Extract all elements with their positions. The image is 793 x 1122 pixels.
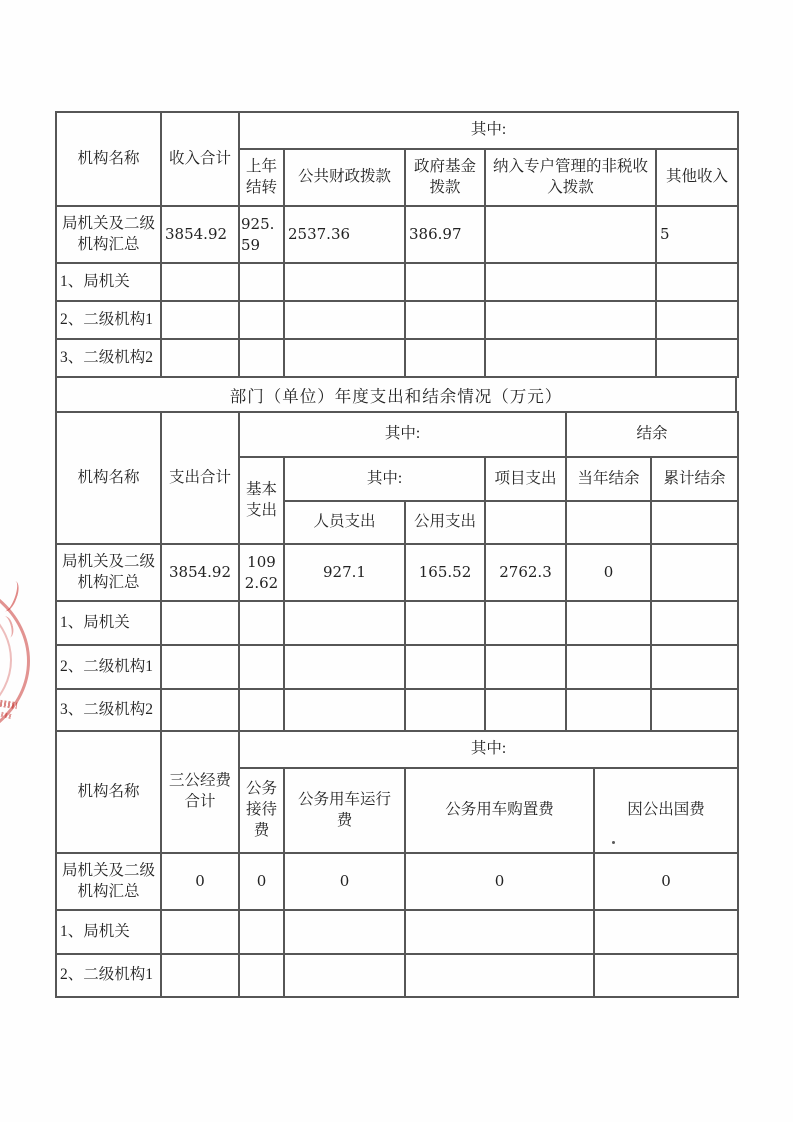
row-label-secondary-2: 3、二级机构2 — [56, 339, 161, 377]
column-header-org-name: 机构名称 — [56, 731, 161, 853]
row-label-bureau: 1、局机关 — [56, 263, 161, 301]
column-header-vehicle-operation: 公务用车运行费 — [284, 768, 405, 853]
value-cell — [656, 263, 738, 301]
value-cell — [485, 206, 656, 263]
value-cell: 165.52 — [405, 544, 485, 601]
column-header-among-inner: 其中: — [284, 457, 485, 501]
value-cell: 3854.92 — [161, 544, 239, 601]
row-label-secondary-2: 3、二级机构2 — [56, 689, 161, 731]
value-cell — [239, 689, 284, 731]
column-header-public-finance: 公共财政拨款 — [284, 149, 405, 206]
expenditure-section-title: 部门（单位）年度支出和结余情况（万元） — [229, 386, 563, 406]
seal-stroke — [0, 579, 22, 614]
column-header-carryover: 上年结转 — [239, 149, 284, 206]
value-cell — [161, 339, 239, 377]
column-header-basic-expenditure: 基本支出 — [239, 457, 284, 544]
row-label-bureau: 1、局机关 — [56, 601, 161, 645]
expenditure-section-title-band — [55, 376, 737, 413]
value-cell: 0 — [566, 544, 651, 601]
value-cell — [405, 910, 594, 954]
value-cell: 0 — [161, 853, 239, 910]
value-cell: 927.1 — [284, 544, 405, 601]
seal-text-fragment — [0, 700, 17, 709]
value-cell — [161, 954, 239, 997]
column-header-three-public-total: 三公经费合计 — [161, 731, 239, 853]
value-cell — [485, 601, 566, 645]
column-header-org-name: 机构名称 — [56, 112, 161, 206]
value-cell: 5 — [656, 206, 738, 263]
value-cell — [651, 544, 738, 601]
seal-text-fragment — [1, 712, 13, 720]
value-cell — [651, 645, 738, 689]
value-cell — [566, 689, 651, 731]
row-label-bureau: 1、局机关 — [56, 910, 161, 954]
tables-area — [55, 111, 737, 998]
value-cell — [239, 645, 284, 689]
column-header-among: 其中: — [239, 412, 566, 457]
empty-cell — [651, 501, 738, 544]
row-label-summary: 局机关及二级机构汇总 — [56, 544, 161, 601]
value-cell — [485, 339, 656, 377]
value-cell: 3854.92 — [161, 206, 239, 263]
value-cell — [239, 601, 284, 645]
value-cell — [566, 601, 651, 645]
value-cell: 0 — [239, 853, 284, 910]
column-header-overseas-trips: 因公出国费 — [594, 768, 738, 853]
value-cell: 925.59 — [239, 206, 284, 263]
value-cell — [284, 689, 405, 731]
value-cell — [485, 689, 566, 731]
value-cell — [284, 954, 405, 997]
seal-stroke — [0, 615, 15, 639]
column-header-project-expenditure: 项目支出 — [485, 457, 566, 501]
empty-cell — [566, 501, 651, 544]
column-header-surplus: 结余 — [566, 412, 738, 457]
row-label-secondary-1: 2、二级机构1 — [56, 645, 161, 689]
value-cell — [651, 689, 738, 731]
value-cell: 2762.3 — [485, 544, 566, 601]
value-cell — [405, 263, 485, 301]
value-cell — [284, 645, 405, 689]
value-cell — [284, 263, 405, 301]
income-table — [55, 111, 739, 378]
value-cell — [405, 301, 485, 339]
column-header-accumulated-surplus: 累计结余 — [651, 457, 738, 501]
column-header-public-use-expenditure: 公用支出 — [405, 501, 485, 544]
column-header-other-income: 其他收入 — [656, 149, 738, 206]
value-cell: 0 — [594, 853, 738, 910]
row-label-summary: 局机关及二级机构汇总 — [56, 206, 161, 263]
value-cell — [594, 954, 738, 997]
column-header-org-name: 机构名称 — [56, 412, 161, 544]
value-cell — [485, 263, 656, 301]
value-cell — [594, 910, 738, 954]
value-cell — [161, 601, 239, 645]
value-cell — [284, 301, 405, 339]
value-cell: 1092.62 — [239, 544, 284, 601]
empty-cell — [485, 501, 566, 544]
value-cell — [405, 954, 594, 997]
value-cell — [405, 645, 485, 689]
value-cell — [239, 954, 284, 997]
value-cell — [284, 339, 405, 377]
value-cell — [405, 689, 485, 731]
official-seal-stamp — [0, 570, 45, 755]
column-header-official-reception: 公务接待费 — [239, 768, 284, 853]
column-header-personnel-expenditure: 人员支出 — [284, 501, 405, 544]
value-cell — [485, 301, 656, 339]
value-cell: 0 — [405, 853, 594, 910]
column-header-nontax: 纳入专户管理的非税收入拨款 — [485, 149, 656, 206]
row-label-secondary-1: 2、二级机构1 — [56, 954, 161, 997]
seal-inner-ring-arc — [0, 588, 12, 732]
value-cell — [284, 910, 405, 954]
value-cell — [161, 301, 239, 339]
column-header-vehicle-purchase: 公务用车购置费 — [405, 768, 594, 853]
value-cell — [651, 601, 738, 645]
value-cell: 386.97 — [405, 206, 485, 263]
value-cell — [161, 910, 239, 954]
row-label-summary: 局机关及二级机构汇总 — [56, 853, 161, 910]
column-header-current-surplus: 当年结余 — [566, 457, 651, 501]
value-cell — [161, 263, 239, 301]
expenditure-table — [55, 411, 739, 732]
value-cell — [161, 689, 239, 731]
seal-outer-ring-arc — [0, 573, 30, 749]
value-cell — [284, 601, 405, 645]
value-cell — [656, 301, 738, 339]
scan-speck — [612, 841, 615, 844]
value-cell — [656, 339, 738, 377]
value-cell — [239, 263, 284, 301]
three-public-expenses-table — [55, 730, 739, 998]
column-header-among: 其中: — [239, 112, 738, 149]
value-cell — [405, 601, 485, 645]
value-cell — [161, 645, 239, 689]
value-cell — [405, 339, 485, 377]
value-cell — [239, 339, 284, 377]
value-cell — [239, 910, 284, 954]
column-header-gov-fund: 政府基金拨款 — [405, 149, 485, 206]
column-header-expenditure-total: 支出合计 — [161, 412, 239, 544]
value-cell — [485, 645, 566, 689]
value-cell — [239, 301, 284, 339]
column-header-income-total: 收入合计 — [161, 112, 239, 206]
value-cell — [566, 645, 651, 689]
row-label-secondary-1: 2、二级机构1 — [56, 301, 161, 339]
column-header-among: 其中: — [239, 731, 738, 768]
value-cell: 0 — [284, 853, 405, 910]
value-cell: 2537.36 — [284, 206, 405, 263]
